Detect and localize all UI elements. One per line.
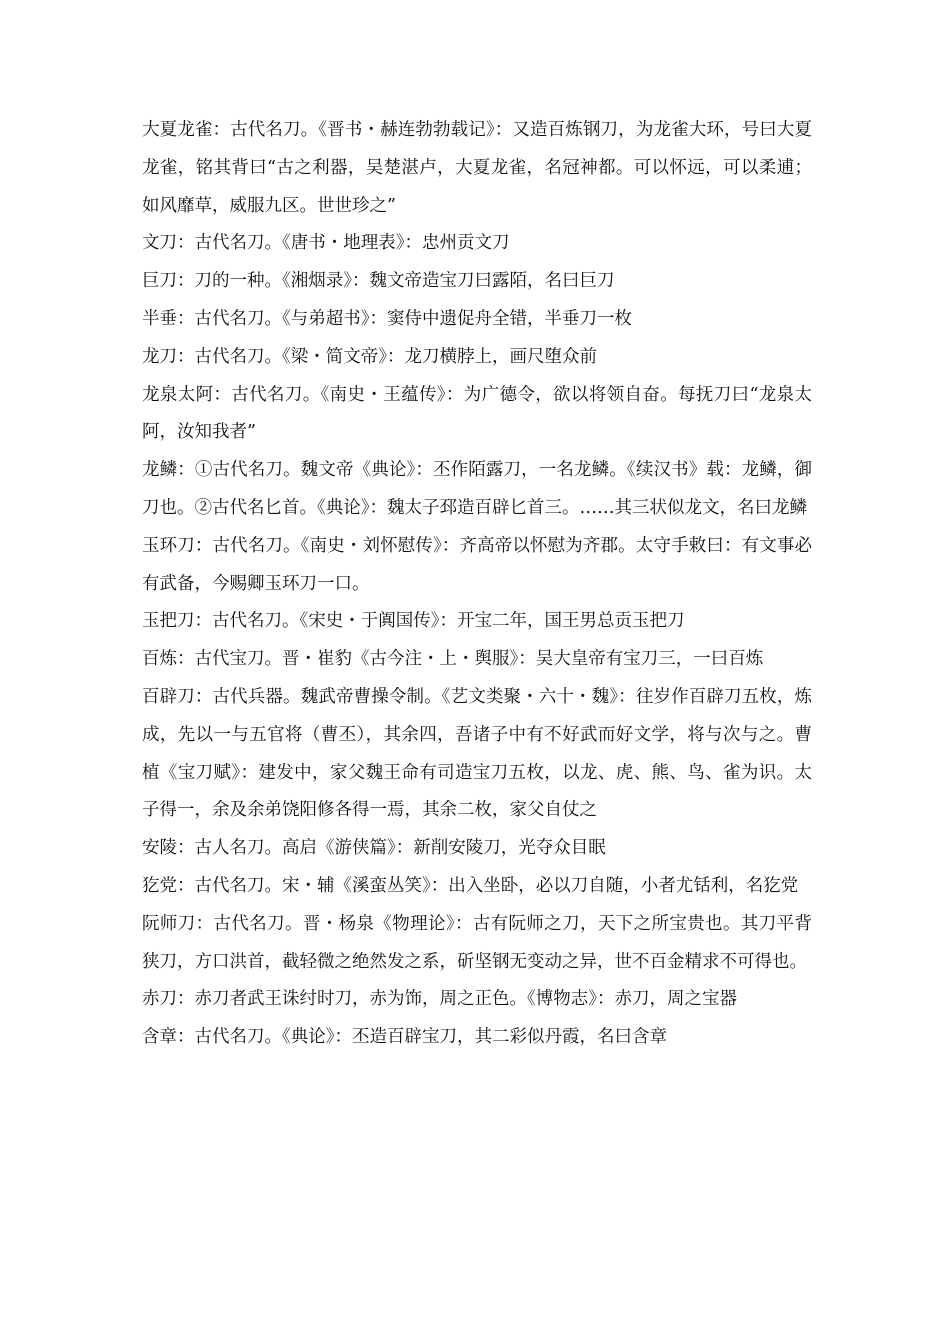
entry-banchui: 半垂：古代名刀。《与弟超书》：窦侍中遗促舟全错，半垂刀一枚 xyxy=(142,308,632,329)
entry-ruanshidao: 阮师刀：古代名刀。晋・杨泉《物理论》：古有阮师之刀，天下之所宝贵也。其刀平背狭刀，方口洪首，截轻微之绝然发之系，斫坚钢无变动之异，世不百金精求不可得也。 xyxy=(142,913,812,972)
entry-chidao: 赤刀：赤刀者武王诛纣时刀，赤为饰，周之正色。《博物志》：赤刀，周之宝器 xyxy=(142,989,737,1010)
entry-judao: 巨刀：刀的一种。《湘烟录》：魏文帝造宝刀曰露陌，名曰巨刀 xyxy=(142,271,615,292)
entry-longdao: 龙刀：古代名刀。《梁・简文帝》：龙刀横脖上，画尺堕众前 xyxy=(142,346,597,367)
entry-yubadao: 玉把刀：古代名刀。《宋史・于阗国传》：开宝二年，国王男总贡玉把刀 xyxy=(142,611,685,632)
entry-gedang: 犵党：古代名刀。宋・辅《溪蛮丛笑》：出入坐卧，必以刀自随，小者尤铦利，名犵党 xyxy=(142,875,799,896)
entry-daxia-longque: 大夏龙雀：古代名刀。《晋书・赫连勃勃载记》：又造百炼钢刀，为龙雀大环，号曰大夏龙雀，铭其背曰“古之利器，吴楚湛卢，大夏龙雀，名冠神都。可以怀远，可以柔逋；如风靡草，威服九区。世世珍之” xyxy=(142,120,812,216)
entry-bailian: 百炼：古代宝刀。晋・崔豹《古今注・上・舆服》：吴大皇帝有宝刀三，一曰百炼 xyxy=(142,649,764,670)
entry-hanzhang: 含章：古代名刀。《典论》：丕造百辟宝刀，其二彩似丹霞，名曰含章 xyxy=(142,1027,667,1048)
entry-wendao: 文刀：古代名刀。《唐书・地理表》：忠州贡文刀 xyxy=(142,233,510,254)
entry-anling: 安陵：古人名刀。高启《游侠篇》：新削安陵刀，光夺众目眠 xyxy=(142,838,606,859)
entry-longquan-taia: 龙泉太阿：古代名刀。《南史・王蕴传》：为广德令，欲以将领自奋。每抚刀曰“龙泉太阿，汝知我者” xyxy=(142,384,812,443)
entry-baipidao: 百辟刀：古代兵器。魏武帝曹操令制。《艺文类聚・六十・魏》：往岁作百辟刀五枚，炼成，先以一与五官将（曹丕），其余四，吾诸子中有不好武而好文学，将与次与之。曹植《宝刀赋》：建发中，家父魏王命有司造宝刀五枚，以龙、虎、熊、鸟、雀为识。太子得一，余及余弟饶阳修各得一焉，其余二枚，家父自仗之 xyxy=(142,686,812,821)
entry-longlin: 龙鳞：①古代名刀。魏文帝《典论》：丕作陌露刀，一名龙鳞。《续汉书》载：龙鳞，御刀也。②古代名匕首。《典论》：魏太子邳造百辟匕首三。……其三状似龙文，名曰龙鳞 xyxy=(142,460,812,518)
dictionary-entries xyxy=(142,112,812,1057)
entry-yuhuandao: 玉环刀：古代名刀。《南史・刘怀慰传》：齐高帝以怀慰为齐郡。太守手敕曰：有文事必有武备，今赐卿玉环刀一口。 xyxy=(142,535,812,594)
